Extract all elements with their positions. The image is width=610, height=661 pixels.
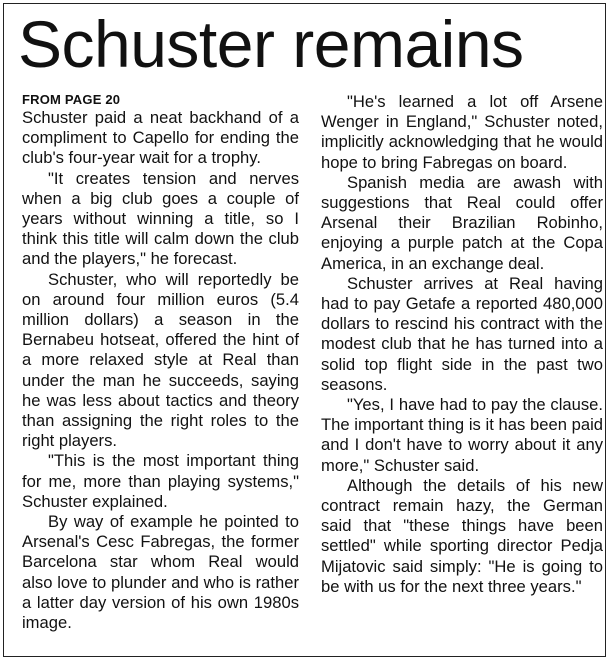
kicker: FROM PAGE 20: [22, 92, 121, 107]
paragraph: "This is the most important thing for me, more than playing systems," Schuster explained.: [22, 451, 299, 511]
paragraph: Schuster, who will reportedly be on around four million euros (5.4 million dollars) a season in the Bernabeu hotseat, offered the hint of a more relaxed style at Real than under the man he succeeds, saying he was less about tactics and theory than assigning the right roles to the right players.: [22, 269, 299, 451]
paragraph: Schuster paid a neat backhand of a compliment to Capello for ending the club's four-year wait for a trophy.: [22, 108, 299, 168]
headline: Schuster remains: [18, 7, 524, 81]
left-column: [22, 92, 299, 633]
paragraph: Although the details of his new contract remain hazy, the German said that "these things have been settled" while sporting director Pedja Mijatovic said simply: "He is going to be with us for the next three years.": [321, 475, 603, 596]
newspaper-clipping: [3, 3, 606, 657]
right-column: [321, 92, 603, 597]
paragraph: "It creates tension and nerves when a big club goes a couple of years without winning a title, so I think this title will calm down the club and the players," he forecast.: [22, 168, 299, 269]
paragraph: By way of example he pointed to Arsenal's Cesc Fabregas, the former Barcelona star whom Real would also love to plunder and who is rather a latter day version of his own 1980s image.: [22, 512, 299, 633]
paragraph: "Yes, I have had to pay the clause. The important thing is it has been paid and I don't have to worry about it any more," Schuster said.: [321, 395, 603, 475]
paragraph: Spanish media are awash with suggestions that Real could offer Arsenal their Brazilian Robinho, enjoying a purple patch at the Copa America, in an exchange deal.: [321, 172, 603, 273]
paragraph: "He's learned a lot off Arsene Wenger in England," Schuster noted, implicitly acknowledging that he would hope to bring Fabregas on board.: [321, 92, 603, 172]
paragraph: Schuster arrives at Real having had to pay Getafe a reported 480,000 dollars to rescind his contract with the modest club that he has turned into a solid top flight side in the past two seasons.: [321, 273, 603, 394]
